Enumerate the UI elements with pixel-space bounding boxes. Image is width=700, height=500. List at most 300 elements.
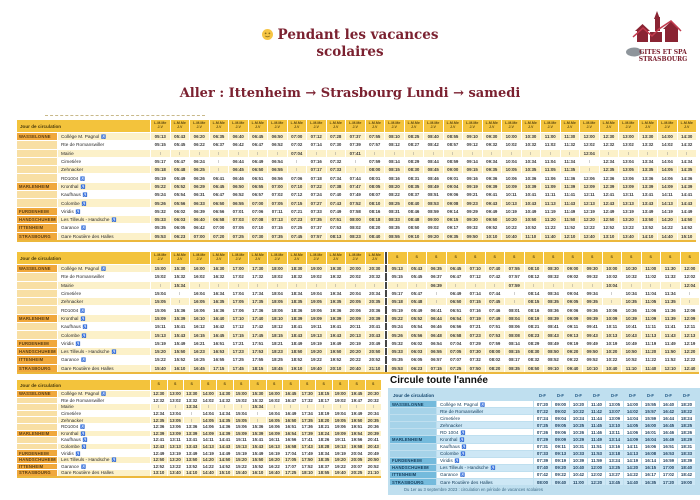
town-cell-continuation — [17, 411, 57, 417]
stop-name-cell: Garance ♿ — [437, 472, 533, 478]
time-cell: 17:36 — [249, 306, 268, 313]
time-cell: 16:32 — [210, 273, 229, 280]
time-cell: 16:04 — [190, 290, 209, 297]
time-cell: 07:33 — [327, 166, 346, 173]
wheelchair-icon: ♿ — [460, 451, 466, 457]
time-cell: 09:08 — [444, 199, 463, 206]
time-cell: 08:44 — [424, 158, 443, 165]
time-cell: 20:36 — [366, 306, 385, 313]
time-cell: 19:52 — [327, 356, 346, 363]
time-cell: 07:06 — [288, 174, 307, 181]
time-cell: 14:05 — [201, 417, 217, 423]
time-cell: 10:02 — [502, 141, 521, 148]
time-cell: I — [349, 404, 365, 410]
town-cell-continuation — [17, 417, 57, 423]
time-cell: 06:41 — [427, 306, 446, 313]
time-cell: 11:02 — [642, 273, 661, 280]
time-cell: 07:14 — [307, 141, 326, 148]
time-cell: 11:10 — [622, 365, 641, 372]
time-cell: 12:06 — [681, 306, 700, 313]
time-cell: 05:15 — [388, 273, 407, 280]
day-header-cell: S — [525, 252, 544, 264]
day-header-cell: L.M.Me J.V — [658, 120, 677, 132]
time-cell: 20:35 — [366, 298, 385, 305]
time-cell: I — [333, 404, 349, 410]
time-cell: 16:40 — [660, 401, 677, 407]
time-cell: 13:07 — [606, 408, 623, 414]
time-cell: 14:04 — [201, 411, 217, 417]
time-cell: 16:36 — [210, 306, 229, 313]
title-line2: scolaires — [316, 44, 384, 60]
day-header-cell: L.M.Me J.V — [190, 120, 209, 132]
time-cell: 17:25 — [283, 470, 299, 476]
time-cell: 09:14 — [444, 208, 463, 215]
time-cell: 05:17 — [388, 290, 407, 297]
day-header-cell: S — [151, 380, 167, 390]
time-cell: 05:53 — [388, 365, 407, 372]
time-cell: I — [600, 150, 619, 157]
time-cell: 14:52 — [217, 464, 233, 470]
time-cell: 09:50 — [483, 216, 502, 223]
time-cell: I — [505, 290, 524, 297]
time-cell: 15:05 — [151, 298, 170, 305]
time-cell: 18:10 — [268, 315, 287, 322]
town-cell: HANDSCHUHEIM — [19, 349, 56, 355]
time-cell: 05:45 — [408, 273, 427, 280]
section-divider — [385, 356, 387, 363]
time-cell: 12:41 — [151, 437, 167, 443]
day-header-cell: L.M.Me J.V — [424, 120, 443, 132]
time-cell: I — [283, 404, 299, 410]
time-cell: 12:11 — [681, 323, 700, 330]
time-cell: 19:00 — [307, 265, 326, 272]
time-cell: 07:12 — [307, 133, 326, 140]
time-cell: 10:13 — [502, 199, 521, 206]
time-cell: 14:11 — [201, 437, 217, 443]
time-cell: 16:58 — [283, 444, 299, 450]
section-divider — [385, 331, 387, 338]
time-cell: 14:41 — [678, 191, 697, 198]
time-cell: 06:40 — [229, 133, 248, 140]
time-cell: 07:57 — [307, 233, 326, 240]
time-cell: 09:00 — [424, 216, 443, 223]
time-cell: 06:50 — [268, 133, 287, 140]
day-header-cell: D-F — [678, 391, 695, 400]
stop-name-cell: Kronthal ♿ — [58, 431, 150, 437]
time-cell: 06:54 — [427, 340, 446, 347]
time-cell: 07:45 — [486, 298, 505, 305]
time-cell: 18:25 — [678, 422, 695, 428]
time-cell: 09:49 — [583, 340, 602, 347]
time-cell: 14:34 — [217, 411, 233, 417]
timetable-saturday-afternoon — [17, 380, 381, 478]
time-cell: 18:28 — [316, 444, 332, 450]
time-cell: I — [171, 290, 190, 297]
time-cell: 08:23 — [525, 331, 544, 338]
time-cell: 16:05 — [190, 298, 209, 305]
time-cell: 12:06 — [580, 174, 599, 181]
clipped-text-remnant — [45, 115, 205, 116]
stop-name-cell: Garance ♿ — [58, 464, 150, 470]
time-cell: 07:59 — [505, 282, 524, 289]
time-cell: 07:29 — [534, 436, 551, 442]
wheelchair-icon: ♿ — [461, 444, 467, 450]
time-cell: 06:02 — [171, 208, 190, 215]
wheelchair-icon: ♿ — [80, 430, 86, 436]
time-cell: 09:05 — [552, 422, 569, 428]
time-cell: 11:40 — [588, 401, 605, 407]
time-cell: 14:02 — [658, 141, 677, 148]
town-cell: HANDSCHUHEIM — [19, 457, 56, 463]
time-cell: 19:11 — [307, 323, 326, 330]
time-cell: 16:54 — [283, 431, 299, 437]
section-divider — [385, 282, 387, 289]
time-cell: 11:09 — [642, 315, 661, 322]
time-cell: 12:20 — [580, 216, 599, 223]
time-cell: 11:06 — [642, 306, 661, 313]
time-cell: 08:30 — [405, 166, 424, 173]
time-cell: 05:35 — [151, 224, 170, 231]
day-header-cell: S — [603, 252, 622, 264]
time-cell: 08:32 — [544, 273, 563, 280]
time-cell: 17:21 — [229, 340, 248, 347]
stop-name-cell: Cimetière — [58, 411, 150, 417]
time-cell: I — [250, 417, 266, 423]
time-cell: 08:10 — [385, 133, 404, 140]
time-cell: 20:19 — [346, 340, 365, 347]
wheelchair-icon: ♿ — [490, 465, 496, 471]
time-cell: 11:11 — [541, 191, 560, 198]
time-cell: 14:40 — [624, 479, 641, 485]
time-cell: 07:25 — [534, 422, 551, 428]
town-cell: ITTENHEIM — [17, 464, 57, 470]
time-cell: 19:54 — [349, 431, 365, 437]
time-cell: 08:29 — [405, 158, 424, 165]
wheelchair-icon: ♿ — [80, 424, 86, 430]
time-cell: 07:03 — [229, 216, 248, 223]
time-cell: 13:11 — [606, 429, 623, 435]
time-cell: 10:50 — [522, 216, 541, 223]
time-cell: 15:52 — [171, 356, 190, 363]
section-divider — [385, 315, 387, 322]
time-cell: 13:10 — [600, 233, 619, 240]
time-cell: 11:43 — [561, 199, 580, 206]
time-cell: I — [642, 282, 661, 289]
town-cell: ITTENHEIM — [17, 224, 57, 231]
time-cell: 12:22 — [681, 356, 700, 363]
wheelchair-icon: ♿ — [81, 332, 87, 338]
time-cell: 11:49 — [561, 208, 580, 215]
stop-name-cell: RD1004 ♿ — [58, 174, 150, 181]
time-cell: 06:54 — [447, 315, 466, 322]
stop-name-cell: Kronthal ♿ — [58, 183, 150, 190]
time-cell: 05:13 — [151, 133, 170, 140]
time-cell: I — [250, 411, 266, 417]
time-cell: 10:20 — [502, 216, 521, 223]
time-cell: 08:45 — [424, 166, 443, 173]
time-cell: 15:05 — [234, 417, 250, 423]
time-cell: 06:45 — [210, 183, 229, 190]
time-cell: 07:00 — [249, 199, 268, 206]
time-cell: 09:32 — [483, 141, 502, 148]
time-cell: 08:40 — [405, 199, 424, 206]
time-cell: 12:50 — [151, 457, 167, 463]
time-cell: 11:36 — [661, 306, 680, 313]
stop-name-cell: Viridis ♿ — [58, 208, 150, 215]
time-cell: 12:34 — [151, 411, 167, 417]
time-cell: 05:18 — [151, 166, 170, 173]
wheelchair-icon: ♿ — [80, 175, 86, 181]
stop-name-cell: Gare Routière des Halles — [58, 470, 150, 476]
time-cell: 05:56 — [408, 331, 427, 338]
time-cell: 11:39 — [561, 183, 580, 190]
time-cell: 11:52 — [661, 356, 680, 363]
town-cell: STRASBOURG — [390, 479, 436, 485]
time-cell: 18:45 — [268, 365, 287, 372]
time-cell: 13:14 — [606, 436, 623, 442]
section-divider — [385, 298, 387, 305]
time-cell: 16:10 — [190, 315, 209, 322]
time-cell: I — [316, 404, 332, 410]
time-cell: 20:52 — [366, 356, 385, 363]
time-cell: 15:50 — [250, 457, 266, 463]
time-cell: 18:24 — [678, 415, 695, 421]
time-cell: 19:13 — [307, 331, 326, 338]
time-cell: 17:05 — [283, 457, 299, 463]
time-cell: 08:13 — [327, 233, 346, 240]
time-cell: 06:42 — [229, 141, 248, 148]
time-cell: 08:00 — [486, 348, 505, 355]
time-cell: 18:33 — [678, 451, 695, 457]
stop-name-cell: Mairie — [58, 282, 150, 289]
annual-title: Circule toute l'année — [390, 375, 488, 386]
time-cell: 06:52 — [268, 141, 287, 148]
time-cell: 12:52 — [151, 464, 167, 470]
day-header-cell: S — [201, 380, 217, 390]
time-cell: 08:20 — [366, 224, 385, 231]
stop-name-cell: Kaufhaus ♿ — [58, 437, 150, 443]
time-cell: 07:39 — [534, 458, 551, 464]
time-cell: 12:41 — [600, 191, 619, 198]
time-cell: 14:10 — [184, 470, 200, 476]
day-header-cell: S — [300, 380, 316, 390]
time-cell: 08:37 — [405, 191, 424, 198]
time-cell: 17:34 — [249, 290, 268, 297]
title-line1-wrap — [0, 27, 700, 44]
day-header-cell: L.M.Me J.V — [405, 120, 424, 132]
time-cell: 16:56 — [283, 437, 299, 443]
time-cell: 19:56 — [349, 437, 365, 443]
time-cell: 18:35 — [288, 298, 307, 305]
time-cell: 20:04 — [346, 290, 365, 297]
time-cell: 16:23 — [190, 348, 209, 355]
time-cell: 08:55 — [385, 233, 404, 240]
time-cell: 07:38 — [327, 183, 346, 190]
time-cell: 08:52 — [544, 356, 563, 363]
time-cell: 17:36 — [300, 424, 316, 430]
stop-name-cell: Rte de Romanswiller — [58, 398, 150, 404]
stop-name-cell: RD 1004 ♿ — [437, 429, 533, 435]
day-header-cell: S — [681, 252, 700, 264]
time-cell: 13:41 — [639, 191, 658, 198]
time-cell: 16:49 — [660, 436, 677, 442]
time-cell: 07:46 — [486, 306, 505, 313]
time-cell: 18:29 — [678, 436, 695, 442]
time-cell: 07:47 — [346, 183, 365, 190]
time-cell: 20:11 — [346, 323, 365, 330]
time-cell: 09:22 — [552, 472, 569, 478]
time-cell: 20:36 — [366, 424, 382, 430]
town-cell-continuation — [390, 422, 436, 428]
time-cell: 08:35 — [385, 224, 404, 231]
time-cell: 10:22 — [570, 408, 587, 414]
time-cell: 07:42 — [534, 472, 551, 478]
time-cell: I — [190, 150, 209, 157]
time-cell: 07:00 — [190, 233, 209, 240]
day-header-cell: L.M.Me J.V — [541, 120, 560, 132]
stop-name-cell: Gare Routière des Halles — [58, 365, 150, 372]
time-cell: 12:11 — [580, 191, 599, 198]
day-header-cell: S — [267, 380, 283, 390]
time-cell: 05:47 — [408, 290, 427, 297]
time-cell: 12:36 — [600, 174, 619, 181]
time-cell: 07:16 — [466, 306, 485, 313]
time-cell: 20:32 — [366, 398, 382, 404]
time-cell: 19:05 — [307, 298, 326, 305]
time-cell: I — [505, 298, 524, 305]
stop-name-cell: RD1004 ♿ — [58, 424, 150, 430]
time-cell: 06:47 — [447, 273, 466, 280]
time-cell: 18:50 — [288, 348, 307, 355]
time-cell: 08:00 — [346, 216, 365, 223]
time-cell: 09:10 — [463, 133, 482, 140]
day-header-cell: S — [168, 380, 184, 390]
time-cell: 07:29 — [466, 340, 485, 347]
day-header-cell: L.M.Me J.V — [639, 120, 658, 132]
time-cell: 08:17 — [505, 356, 524, 363]
time-cell: 13:41 — [184, 437, 200, 443]
time-cell: 14:13 — [658, 199, 677, 206]
time-cell: 10:05 — [502, 166, 521, 173]
time-cell: 12:04 — [580, 150, 599, 157]
time-cell: 15:36 — [171, 306, 190, 313]
time-cell: 20:05 — [346, 298, 365, 305]
time-cell: 08:51 — [424, 191, 443, 198]
time-cell: 07:53 — [327, 224, 346, 231]
time-cell: 06:46 — [427, 323, 446, 330]
time-cell: 10:11 — [502, 191, 521, 198]
time-cell: 17:35 — [249, 298, 268, 305]
time-cell: 20:05 — [349, 457, 365, 463]
time-cell: 05:48 — [171, 166, 190, 173]
time-cell: 11:09 — [541, 183, 560, 190]
time-cell: 13:02 — [168, 398, 184, 404]
time-cell: 08:36 — [544, 306, 563, 313]
time-cell: 16:10 — [250, 470, 266, 476]
time-cell: 19:09 — [333, 431, 349, 437]
time-cell: 11:52 — [561, 224, 580, 231]
time-cell: 09:13 — [564, 331, 583, 338]
time-cell: 17:55 — [249, 356, 268, 363]
time-cell: 10:09 — [603, 315, 622, 322]
time-cell: 07:12 — [288, 191, 307, 198]
time-cell: 08:29 — [525, 340, 544, 347]
time-cell: 16:51 — [283, 424, 299, 430]
time-cell: 06:02 — [408, 340, 427, 347]
stop-name-cell: Gare Routière des Halles — [58, 233, 150, 240]
jour-de-circulation-label: Jour de circulation — [390, 391, 533, 400]
time-cell: I — [366, 404, 382, 410]
time-cell: 05:53 — [151, 233, 170, 240]
wheelchair-icon: ♿ — [460, 429, 466, 435]
time-cell: 10:25 — [570, 422, 587, 428]
wheelchair-icon: ♿ — [459, 437, 465, 443]
stop-name-cell: Kronthal ♿ — [437, 436, 533, 442]
time-cell: 07:24 — [307, 191, 326, 198]
stop-name-cell: Colombe ♿ — [58, 331, 150, 338]
town-cell: MARLENHEIM — [17, 315, 57, 322]
time-cell: 13:05 — [619, 166, 638, 173]
time-cell: 08:40 — [424, 133, 443, 140]
time-cell: 10:43 — [522, 199, 541, 206]
time-cell: 11:13 — [642, 331, 661, 338]
time-cell: 08:04 — [505, 315, 524, 322]
time-cell: 18:17 — [316, 398, 332, 404]
time-cell: 10:40 — [603, 365, 622, 372]
time-cell: 10:35 — [522, 166, 541, 173]
stop-name-cell: Kronthal ♿ — [58, 315, 150, 322]
time-cell: 07:35 — [268, 233, 287, 240]
time-cell: 17:15 — [210, 365, 229, 372]
section-divider — [385, 323, 387, 330]
time-cell: I — [463, 150, 482, 157]
time-cell: 18:42 — [678, 472, 695, 478]
wheelchair-icon: ♿ — [80, 357, 86, 363]
time-cell: I — [184, 411, 200, 417]
time-cell: 18:36 — [288, 306, 307, 313]
time-cell: 12:32 — [600, 141, 619, 148]
time-cell: 10:30 — [522, 133, 541, 140]
day-header-cell: L.M.Me J.V — [580, 120, 599, 132]
time-cell: 06:40 — [190, 216, 209, 223]
time-cell: 16:45 — [190, 365, 209, 372]
time-cell: 14:10 — [639, 233, 658, 240]
time-cell: 12:40 — [580, 233, 599, 240]
time-cell: 16:12 — [190, 323, 209, 330]
time-cell: 19:02 — [333, 398, 349, 404]
time-cell: I — [327, 150, 346, 157]
town-cell-continuation — [390, 451, 436, 457]
jour-de-circulation-label: Jour de circulation — [17, 252, 150, 264]
time-cell: I — [580, 166, 599, 173]
time-cell: 15:49 — [250, 450, 266, 456]
time-cell: 11:50 — [661, 348, 680, 355]
time-cell: 11:40 — [642, 365, 661, 372]
timetable-vacances-morning — [17, 120, 696, 242]
time-cell: 15:19 — [234, 450, 250, 456]
time-cell: 05:22 — [151, 183, 170, 190]
time-cell: 06:39 — [427, 282, 446, 289]
time-cell: 19:13 — [333, 444, 349, 450]
time-cell: 09:02 — [564, 273, 583, 280]
time-cell: I — [639, 150, 658, 157]
time-cell: 19:20 — [333, 457, 349, 463]
time-cell: 15:57 — [642, 408, 659, 414]
time-cell: 08:16 — [385, 174, 404, 181]
time-cell: 19:22 — [307, 356, 326, 363]
time-cell: 12:30 — [600, 133, 619, 140]
town-cell: FURDENHEIM — [17, 450, 57, 456]
